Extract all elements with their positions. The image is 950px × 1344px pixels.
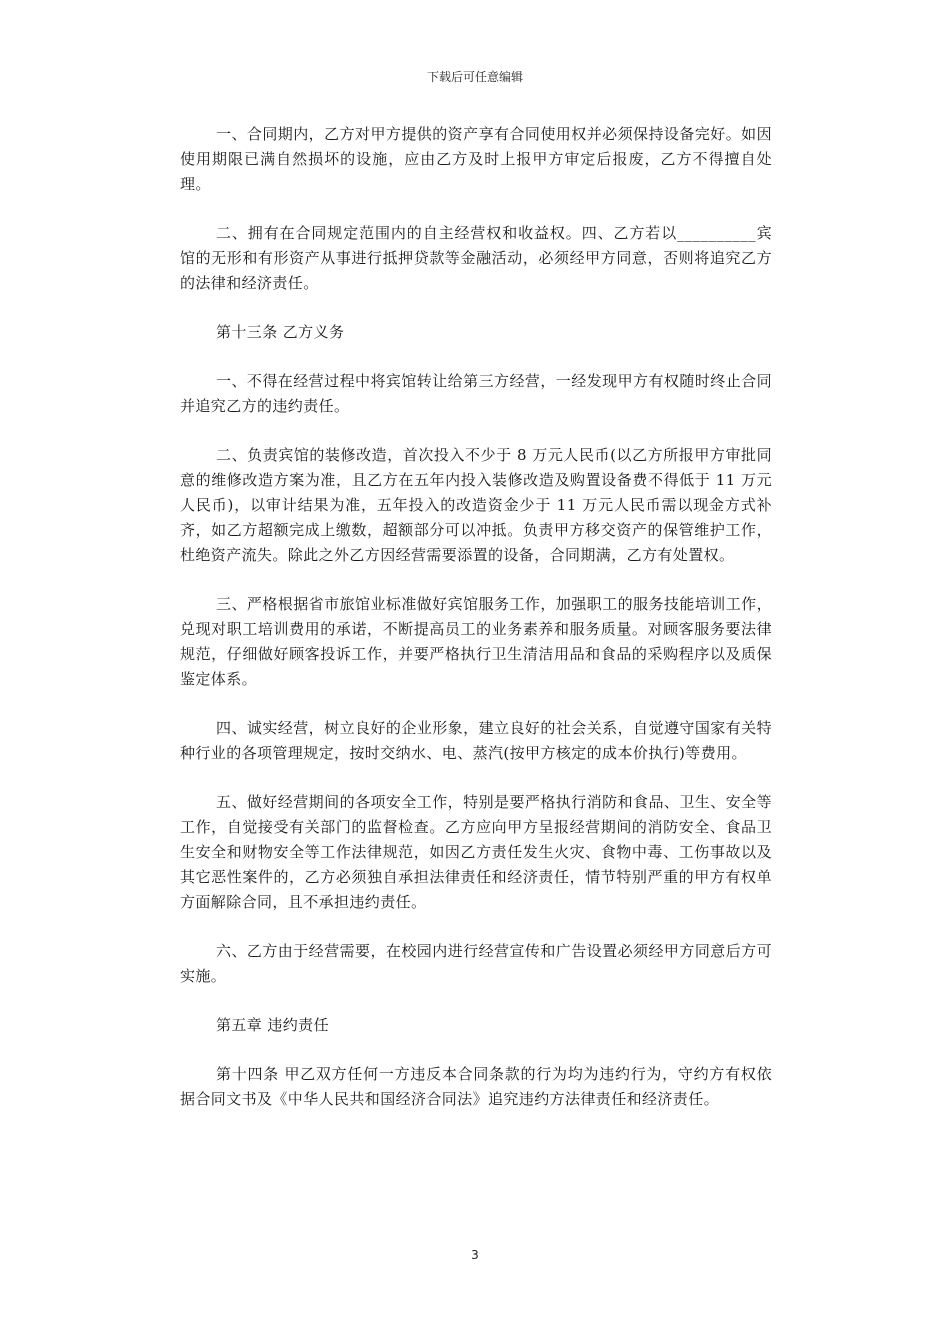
page-header: 下载后可任意编辑 [426, 70, 523, 84]
paragraph-duty-3: 三、严格根据省市旅馆业标准做好宾馆服务工作，加强职工的服务技能培训工作，兑现对职工培训费用的承诺，不断提高员工的业务素养和服务质量。对顾客服务要法律规范，仔细做好顾客投诉工作，并要严格执行卫生清洁用品和食品的采购程序以及质保鉴定体系。 [180, 595, 772, 688]
paragraph-clause-1: 一、合同期内，乙方对甲方提供的资产享有合同使用权并必须保持设备完好。如因使用期限已满自然损坏的设施，应由乙方及时上报甲方审定后报废，乙方不得擅自处理。 [180, 125, 772, 193]
paragraph-duty-5: 五、做好经营期间的各项安全工作，特别是要严格执行消防和食品、卫生、安全等工作，自觉接受有关部门的监督检查。乙方应向甲方呈报经营期间的消防安全、食品卫生安全和财物安全等工作法律规范，如因乙方责任发生火灾、食物中毒、工伤事故以及其它恶性案件的，乙方必须独自承担法律责任和经济责任，情节特别严重的甲方有权单方面解除合同，且不承担违约责任。 [180, 793, 772, 911]
paragraph-duty-6: 六、乙方由于经营需要，在校园内进行经营宣传和广告设置必须经甲方同意后方可实施。 [180, 942, 772, 985]
paragraph-duty-4: 四、诚实经营，树立良好的企业形象，建立良好的社会关系，自觉遵守国家有关特种行业的各项管理规定，按时交纳水、电、蒸汽(按甲方核定的成本价执行)等费用。 [180, 719, 772, 762]
section-heading-article-13: 第十三条 乙方义务 [216, 323, 345, 341]
paragraph-article-14: 第十四条 甲乙双方任何一方违反本合同条款的行为均为违约行为，守约方有权依据合同文书及《中华人民共和国经济合同法》追究违约方法律责任和经济责任。 [180, 1065, 772, 1108]
paragraph-duty-2: 二、负责宾馆的装修改造，首次投入不少于 8 万元人民币(以乙方所报甲方审批同意的维修改造方案为准，且乙方在五年内投入装修改造及购置设备费不得低于 11 万元人民币)，以审计结果为准，五年投入的改造资金少于 11 万元人民币需以现金方式补齐，如乙方超额完成上缴数，超额部分可以冲抵。负责甲方移交资产的保管维护工作，杜绝资产流失。除此之外乙方因经营需要添置的设备，合同期满，乙方有处置权。 [180, 446, 772, 564]
paragraph-clause-2: 二、拥有在合同规定范围内的自主经营权和收益权。四、乙方若以__________宾馆的无形和有形资产从事进行抵押贷款等金融活动，必须经甲方同意，否则将追究乙方的法律和经济责任。 [180, 224, 772, 292]
paragraph-duty-1: 一、不得在经营过程中将宾馆转让给第三方经营，一经发现甲方有权随时终止合同并追究乙方的违约责任。 [180, 372, 772, 415]
page-number: 3 [471, 1248, 479, 1262]
document-body [180, 122, 772, 1112]
chapter-heading-5: 第五章 违约责任 [216, 1016, 329, 1034]
